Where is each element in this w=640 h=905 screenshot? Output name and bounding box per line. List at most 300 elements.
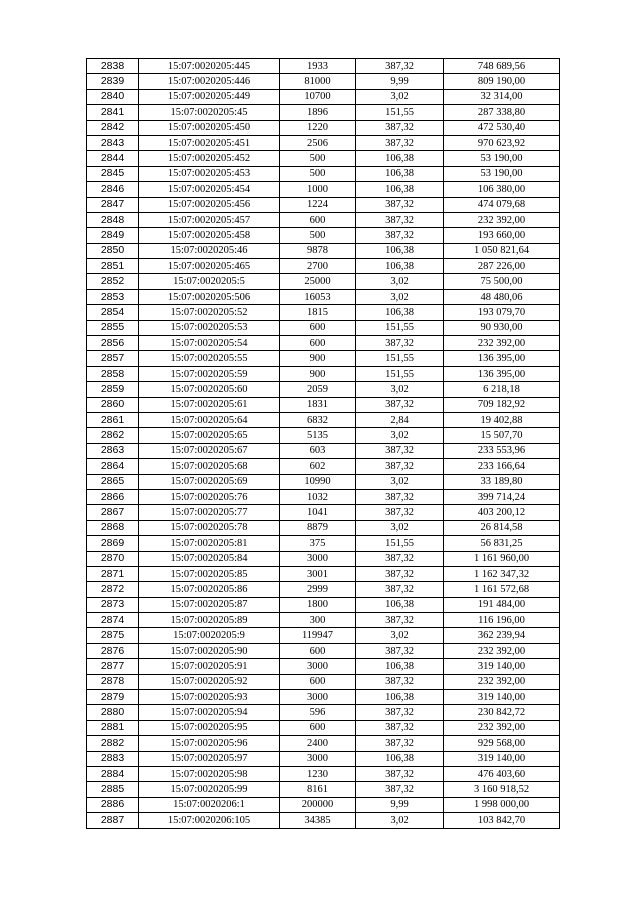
sum-cell: 48 480,06 bbox=[444, 289, 560, 304]
sum-cell: 1 998 000,00 bbox=[444, 797, 560, 812]
row-number-cell: 2879 bbox=[87, 690, 139, 705]
quantity-cell: 602 bbox=[280, 459, 356, 474]
row-number-cell: 2849 bbox=[87, 228, 139, 243]
table-row bbox=[87, 536, 560, 551]
cadastral-number-cell: 15:07:0020205:93 bbox=[139, 690, 280, 705]
sum-cell: 53 190,00 bbox=[444, 166, 560, 181]
sum-cell: 287 226,00 bbox=[444, 259, 560, 274]
quantity-cell: 500 bbox=[280, 166, 356, 181]
row-number-cell: 2886 bbox=[87, 797, 139, 812]
price-cell: 3,02 bbox=[356, 289, 444, 304]
price-cell: 387,32 bbox=[356, 336, 444, 351]
cadastral-number-cell: 15:07:0020205:61 bbox=[139, 397, 280, 412]
table-body bbox=[87, 59, 560, 829]
cadastral-number-cell: 15:07:0020205:453 bbox=[139, 166, 280, 181]
cadastral-number-cell: 15:07:0020205:85 bbox=[139, 566, 280, 581]
row-number-cell: 2840 bbox=[87, 89, 139, 104]
row-number-cell: 2861 bbox=[87, 412, 139, 427]
cadastral-number-cell: 15:07:0020205:55 bbox=[139, 351, 280, 366]
sum-cell: 26 814,58 bbox=[444, 520, 560, 535]
cadastral-number-cell: 15:07:0020205:450 bbox=[139, 120, 280, 135]
quantity-cell: 34385 bbox=[280, 813, 356, 828]
cadastral-number-cell: 15:07:0020205:84 bbox=[139, 551, 280, 566]
sum-cell: 970 623,92 bbox=[444, 135, 560, 150]
row-number-cell: 2841 bbox=[87, 105, 139, 120]
quantity-cell: 1224 bbox=[280, 197, 356, 212]
cadastral-number-cell: 15:07:0020205:52 bbox=[139, 305, 280, 320]
quantity-cell: 25000 bbox=[280, 274, 356, 289]
sum-cell: 136 395,00 bbox=[444, 351, 560, 366]
table-row bbox=[87, 489, 560, 504]
price-cell: 387,32 bbox=[356, 551, 444, 566]
quantity-cell: 2700 bbox=[280, 259, 356, 274]
cadastral-number-cell: 15:07:0020205:68 bbox=[139, 459, 280, 474]
price-cell: 3,02 bbox=[356, 628, 444, 643]
table-row bbox=[87, 212, 560, 227]
quantity-cell: 8161 bbox=[280, 782, 356, 797]
row-number-cell: 2867 bbox=[87, 505, 139, 520]
table-row bbox=[87, 135, 560, 150]
row-number-cell: 2875 bbox=[87, 628, 139, 643]
price-cell: 9,99 bbox=[356, 74, 444, 89]
table-row bbox=[87, 351, 560, 366]
table-row bbox=[87, 289, 560, 304]
quantity-cell: 600 bbox=[280, 320, 356, 335]
sum-cell: 3 160 918,52 bbox=[444, 782, 560, 797]
sum-cell: 116 196,00 bbox=[444, 613, 560, 628]
cadastral-number-cell: 15:07:0020205:96 bbox=[139, 736, 280, 751]
row-number-cell: 2866 bbox=[87, 489, 139, 504]
row-number-cell: 2882 bbox=[87, 736, 139, 751]
price-cell: 2,84 bbox=[356, 412, 444, 427]
row-number-cell: 2847 bbox=[87, 197, 139, 212]
cadastral-number-cell: 15:07:0020205:456 bbox=[139, 197, 280, 212]
cadastral-number-cell: 15:07:0020205:98 bbox=[139, 766, 280, 781]
price-cell: 387,32 bbox=[356, 643, 444, 658]
price-cell: 387,32 bbox=[356, 566, 444, 581]
cadastral-number-cell: 15:07:0020205:9 bbox=[139, 628, 280, 643]
row-number-cell: 2887 bbox=[87, 813, 139, 828]
sum-cell: 403 200,12 bbox=[444, 505, 560, 520]
cadastral-number-cell: 15:07:0020205:53 bbox=[139, 320, 280, 335]
quantity-cell: 9878 bbox=[280, 243, 356, 258]
cadastral-number-cell: 15:07:0020205:5 bbox=[139, 274, 280, 289]
row-number-cell: 2845 bbox=[87, 166, 139, 181]
cadastral-number-cell: 15:07:0020205:64 bbox=[139, 412, 280, 427]
price-cell: 106,38 bbox=[356, 751, 444, 766]
price-cell: 151,55 bbox=[356, 320, 444, 335]
price-cell: 106,38 bbox=[356, 305, 444, 320]
sum-cell: 232 392,00 bbox=[444, 720, 560, 735]
table-row bbox=[87, 813, 560, 828]
cadastral-number-cell: 15:07:0020205:452 bbox=[139, 151, 280, 166]
sum-cell: 287 338,80 bbox=[444, 105, 560, 120]
sum-cell: 474 079,68 bbox=[444, 197, 560, 212]
price-cell: 387,32 bbox=[356, 120, 444, 135]
price-cell: 151,55 bbox=[356, 351, 444, 366]
cadastral-number-cell: 15:07:0020205:449 bbox=[139, 89, 280, 104]
sum-cell: 232 392,00 bbox=[444, 674, 560, 689]
price-cell: 387,32 bbox=[356, 720, 444, 735]
price-cell: 387,32 bbox=[356, 135, 444, 150]
cadastral-number-cell: 15:07:0020205:59 bbox=[139, 366, 280, 381]
sum-cell: 232 392,00 bbox=[444, 212, 560, 227]
row-number-cell: 2884 bbox=[87, 766, 139, 781]
price-cell: 106,38 bbox=[356, 243, 444, 258]
cadastral-number-cell: 15:07:0020205:46 bbox=[139, 243, 280, 258]
table-row bbox=[87, 259, 560, 274]
price-cell: 387,32 bbox=[356, 736, 444, 751]
quantity-cell: 600 bbox=[280, 674, 356, 689]
quantity-cell: 10990 bbox=[280, 474, 356, 489]
sum-cell: 362 239,94 bbox=[444, 628, 560, 643]
price-cell: 387,32 bbox=[356, 197, 444, 212]
cadastral-number-cell: 15:07:0020205:458 bbox=[139, 228, 280, 243]
cadastral-value-table bbox=[86, 58, 560, 829]
table-row bbox=[87, 59, 560, 74]
row-number-cell: 2858 bbox=[87, 366, 139, 381]
cadastral-number-cell: 15:07:0020205:87 bbox=[139, 597, 280, 612]
row-number-cell: 2844 bbox=[87, 151, 139, 166]
sum-cell: 19 402,88 bbox=[444, 412, 560, 427]
price-cell: 387,32 bbox=[356, 505, 444, 520]
cadastral-number-cell: 15:07:0020205:81 bbox=[139, 536, 280, 551]
table-row bbox=[87, 505, 560, 520]
quantity-cell: 2506 bbox=[280, 135, 356, 150]
cadastral-number-cell: 15:07:0020205:465 bbox=[139, 259, 280, 274]
row-number-cell: 2864 bbox=[87, 459, 139, 474]
table-row bbox=[87, 520, 560, 535]
sum-cell: 1 162 347,32 bbox=[444, 566, 560, 581]
table-row bbox=[87, 197, 560, 212]
price-cell: 387,32 bbox=[356, 397, 444, 412]
table-row bbox=[87, 443, 560, 458]
quantity-cell: 16053 bbox=[280, 289, 356, 304]
quantity-cell: 900 bbox=[280, 351, 356, 366]
sum-cell: 748 689,56 bbox=[444, 59, 560, 74]
quantity-cell: 3000 bbox=[280, 690, 356, 705]
sum-cell: 56 831,25 bbox=[444, 536, 560, 551]
cadastral-number-cell: 15:07:0020205:445 bbox=[139, 59, 280, 74]
row-number-cell: 2850 bbox=[87, 243, 139, 258]
table-row bbox=[87, 74, 560, 89]
cadastral-number-cell: 15:07:0020205:99 bbox=[139, 782, 280, 797]
table-row bbox=[87, 597, 560, 612]
price-cell: 106,38 bbox=[356, 259, 444, 274]
price-cell: 387,32 bbox=[356, 59, 444, 74]
quantity-cell: 1041 bbox=[280, 505, 356, 520]
table-row bbox=[87, 428, 560, 443]
price-cell: 3,02 bbox=[356, 813, 444, 828]
price-cell: 3,02 bbox=[356, 382, 444, 397]
table-row bbox=[87, 382, 560, 397]
sum-cell: 709 182,92 bbox=[444, 397, 560, 412]
cadastral-number-cell: 15:07:0020205:67 bbox=[139, 443, 280, 458]
row-number-cell: 2854 bbox=[87, 305, 139, 320]
quantity-cell: 119947 bbox=[280, 628, 356, 643]
row-number-cell: 2876 bbox=[87, 643, 139, 658]
row-number-cell: 2851 bbox=[87, 259, 139, 274]
row-number-cell: 2842 bbox=[87, 120, 139, 135]
sum-cell: 1 161 572,68 bbox=[444, 582, 560, 597]
table-row bbox=[87, 766, 560, 781]
table-row bbox=[87, 182, 560, 197]
row-number-cell: 2878 bbox=[87, 674, 139, 689]
price-cell: 3,02 bbox=[356, 274, 444, 289]
price-cell: 387,32 bbox=[356, 782, 444, 797]
table-row bbox=[87, 336, 560, 351]
table-row bbox=[87, 659, 560, 674]
price-cell: 387,32 bbox=[356, 582, 444, 597]
row-number-cell: 2862 bbox=[87, 428, 139, 443]
table-row bbox=[87, 797, 560, 812]
table-row bbox=[87, 459, 560, 474]
row-number-cell: 2838 bbox=[87, 59, 139, 74]
cadastral-number-cell: 15:07:0020205:451 bbox=[139, 135, 280, 150]
quantity-cell: 1220 bbox=[280, 120, 356, 135]
quantity-cell: 3000 bbox=[280, 551, 356, 566]
cadastral-number-cell: 15:07:0020205:60 bbox=[139, 382, 280, 397]
table-row bbox=[87, 397, 560, 412]
table-row bbox=[87, 705, 560, 720]
table-row bbox=[87, 412, 560, 427]
price-cell: 3,02 bbox=[356, 474, 444, 489]
quantity-cell: 596 bbox=[280, 705, 356, 720]
row-number-cell: 2865 bbox=[87, 474, 139, 489]
quantity-cell: 375 bbox=[280, 536, 356, 551]
table-row bbox=[87, 690, 560, 705]
cadastral-number-cell: 15:07:0020205:91 bbox=[139, 659, 280, 674]
quantity-cell: 1815 bbox=[280, 305, 356, 320]
table-row bbox=[87, 89, 560, 104]
row-number-cell: 2848 bbox=[87, 212, 139, 227]
sum-cell: 90 930,00 bbox=[444, 320, 560, 335]
sum-cell: 319 140,00 bbox=[444, 659, 560, 674]
quantity-cell: 600 bbox=[280, 720, 356, 735]
quantity-cell: 2999 bbox=[280, 582, 356, 597]
price-cell: 3,02 bbox=[356, 428, 444, 443]
price-cell: 9,99 bbox=[356, 797, 444, 812]
cadastral-number-cell: 15:07:0020206:105 bbox=[139, 813, 280, 828]
price-cell: 387,32 bbox=[356, 613, 444, 628]
cadastral-number-cell: 15:07:0020205:78 bbox=[139, 520, 280, 535]
table-row bbox=[87, 320, 560, 335]
price-cell: 106,38 bbox=[356, 690, 444, 705]
sum-cell: 75 500,00 bbox=[444, 274, 560, 289]
table-row bbox=[87, 628, 560, 643]
cadastral-number-cell: 15:07:0020205:69 bbox=[139, 474, 280, 489]
price-cell: 151,55 bbox=[356, 105, 444, 120]
cadastral-number-cell: 15:07:0020205:86 bbox=[139, 582, 280, 597]
sum-cell: 103 842,70 bbox=[444, 813, 560, 828]
row-number-cell: 2843 bbox=[87, 135, 139, 150]
row-number-cell: 2870 bbox=[87, 551, 139, 566]
table-row bbox=[87, 566, 560, 581]
sum-cell: 53 190,00 bbox=[444, 151, 560, 166]
quantity-cell: 603 bbox=[280, 443, 356, 458]
sum-cell: 319 140,00 bbox=[444, 751, 560, 766]
sum-cell: 1 161 960,00 bbox=[444, 551, 560, 566]
quantity-cell: 1831 bbox=[280, 397, 356, 412]
cadastral-number-cell: 15:07:0020205:89 bbox=[139, 613, 280, 628]
row-number-cell: 2871 bbox=[87, 566, 139, 581]
sum-cell: 319 140,00 bbox=[444, 690, 560, 705]
quantity-cell: 1933 bbox=[280, 59, 356, 74]
row-number-cell: 2839 bbox=[87, 74, 139, 89]
cadastral-number-cell: 15:07:0020205:92 bbox=[139, 674, 280, 689]
table-row bbox=[87, 474, 560, 489]
sum-cell: 476 403,60 bbox=[444, 766, 560, 781]
price-cell: 151,55 bbox=[356, 366, 444, 381]
quantity-cell: 6832 bbox=[280, 412, 356, 427]
table-row bbox=[87, 151, 560, 166]
quantity-cell: 5135 bbox=[280, 428, 356, 443]
cadastral-number-cell: 15:07:0020205:90 bbox=[139, 643, 280, 658]
quantity-cell: 300 bbox=[280, 613, 356, 628]
price-cell: 151,55 bbox=[356, 536, 444, 551]
sum-cell: 191 484,00 bbox=[444, 597, 560, 612]
price-cell: 387,32 bbox=[356, 459, 444, 474]
row-number-cell: 2869 bbox=[87, 536, 139, 551]
price-cell: 106,38 bbox=[356, 597, 444, 612]
cadastral-number-cell: 15:07:0020205:506 bbox=[139, 289, 280, 304]
price-cell: 3,02 bbox=[356, 520, 444, 535]
table-row bbox=[87, 243, 560, 258]
quantity-cell: 1230 bbox=[280, 766, 356, 781]
sum-cell: 1 050 821,64 bbox=[444, 243, 560, 258]
row-number-cell: 2863 bbox=[87, 443, 139, 458]
quantity-cell: 81000 bbox=[280, 74, 356, 89]
table-row bbox=[87, 305, 560, 320]
row-number-cell: 2852 bbox=[87, 274, 139, 289]
price-cell: 387,32 bbox=[356, 489, 444, 504]
sum-cell: 230 842,72 bbox=[444, 705, 560, 720]
sum-cell: 193 079,70 bbox=[444, 305, 560, 320]
sum-cell: 233 166,64 bbox=[444, 459, 560, 474]
price-cell: 387,32 bbox=[356, 674, 444, 689]
table-row bbox=[87, 736, 560, 751]
sum-cell: 106 380,00 bbox=[444, 182, 560, 197]
quantity-cell: 900 bbox=[280, 366, 356, 381]
price-cell: 387,32 bbox=[356, 443, 444, 458]
price-cell: 387,32 bbox=[356, 228, 444, 243]
cadastral-number-cell: 15:07:0020205:65 bbox=[139, 428, 280, 443]
sum-cell: 233 553,96 bbox=[444, 443, 560, 458]
price-cell: 106,38 bbox=[356, 151, 444, 166]
quantity-cell: 1896 bbox=[280, 105, 356, 120]
row-number-cell: 2856 bbox=[87, 336, 139, 351]
row-number-cell: 2846 bbox=[87, 182, 139, 197]
price-cell: 106,38 bbox=[356, 182, 444, 197]
quantity-cell: 10700 bbox=[280, 89, 356, 104]
table-row bbox=[87, 228, 560, 243]
quantity-cell: 200000 bbox=[280, 797, 356, 812]
row-number-cell: 2881 bbox=[87, 720, 139, 735]
quantity-cell: 500 bbox=[280, 151, 356, 166]
quantity-cell: 2400 bbox=[280, 736, 356, 751]
sum-cell: 6 218,18 bbox=[444, 382, 560, 397]
table-row bbox=[87, 613, 560, 628]
quantity-cell: 600 bbox=[280, 643, 356, 658]
row-number-cell: 2855 bbox=[87, 320, 139, 335]
row-number-cell: 2883 bbox=[87, 751, 139, 766]
row-number-cell: 2857 bbox=[87, 351, 139, 366]
cadastral-number-cell: 15:07:0020205:446 bbox=[139, 74, 280, 89]
sum-cell: 193 660,00 bbox=[444, 228, 560, 243]
price-cell: 387,32 bbox=[356, 766, 444, 781]
sum-cell: 32 314,00 bbox=[444, 89, 560, 104]
cadastral-number-cell: 15:07:0020205:94 bbox=[139, 705, 280, 720]
price-cell: 106,38 bbox=[356, 659, 444, 674]
row-number-cell: 2877 bbox=[87, 659, 139, 674]
cadastral-number-cell: 15:07:0020205:454 bbox=[139, 182, 280, 197]
cadastral-number-cell: 15:07:0020205:77 bbox=[139, 505, 280, 520]
cadastral-number-cell: 15:07:0020205:95 bbox=[139, 720, 280, 735]
table-row bbox=[87, 274, 560, 289]
price-cell: 106,38 bbox=[356, 166, 444, 181]
sum-cell: 929 568,00 bbox=[444, 736, 560, 751]
sum-cell: 232 392,00 bbox=[444, 643, 560, 658]
table-row bbox=[87, 643, 560, 658]
row-number-cell: 2874 bbox=[87, 613, 139, 628]
sum-cell: 15 507,70 bbox=[444, 428, 560, 443]
table-row bbox=[87, 166, 560, 181]
row-number-cell: 2859 bbox=[87, 382, 139, 397]
cadastral-number-cell: 15:07:0020205:54 bbox=[139, 336, 280, 351]
table-row bbox=[87, 551, 560, 566]
sum-cell: 232 392,00 bbox=[444, 336, 560, 351]
sum-cell: 33 189,80 bbox=[444, 474, 560, 489]
cadastral-number-cell: 15:07:0020205:45 bbox=[139, 105, 280, 120]
quantity-cell: 500 bbox=[280, 228, 356, 243]
table-row bbox=[87, 782, 560, 797]
quantity-cell: 2059 bbox=[280, 382, 356, 397]
quantity-cell: 3000 bbox=[280, 751, 356, 766]
table-row bbox=[87, 751, 560, 766]
row-number-cell: 2872 bbox=[87, 582, 139, 597]
quantity-cell: 1800 bbox=[280, 597, 356, 612]
cadastral-number-cell: 15:07:0020205:76 bbox=[139, 489, 280, 504]
table-row bbox=[87, 120, 560, 135]
price-cell: 3,02 bbox=[356, 89, 444, 104]
price-cell: 387,32 bbox=[356, 212, 444, 227]
sum-cell: 809 190,00 bbox=[444, 74, 560, 89]
table-row bbox=[87, 720, 560, 735]
row-number-cell: 2885 bbox=[87, 782, 139, 797]
cadastral-number-cell: 15:07:0020205:97 bbox=[139, 751, 280, 766]
quantity-cell: 1000 bbox=[280, 182, 356, 197]
sum-cell: 136 395,00 bbox=[444, 366, 560, 381]
row-number-cell: 2873 bbox=[87, 597, 139, 612]
row-number-cell: 2853 bbox=[87, 289, 139, 304]
table-row bbox=[87, 105, 560, 120]
quantity-cell: 1032 bbox=[280, 489, 356, 504]
price-cell: 387,32 bbox=[356, 705, 444, 720]
table-row bbox=[87, 674, 560, 689]
cadastral-number-cell: 15:07:0020206:1 bbox=[139, 797, 280, 812]
quantity-cell: 600 bbox=[280, 212, 356, 227]
table-row bbox=[87, 366, 560, 381]
quantity-cell: 3001 bbox=[280, 566, 356, 581]
sum-cell: 399 714,24 bbox=[444, 489, 560, 504]
row-number-cell: 2868 bbox=[87, 520, 139, 535]
row-number-cell: 2880 bbox=[87, 705, 139, 720]
sum-cell: 472 530,40 bbox=[444, 120, 560, 135]
quantity-cell: 3000 bbox=[280, 659, 356, 674]
table-row bbox=[87, 582, 560, 597]
cadastral-number-cell: 15:07:0020205:457 bbox=[139, 212, 280, 227]
quantity-cell: 600 bbox=[280, 336, 356, 351]
